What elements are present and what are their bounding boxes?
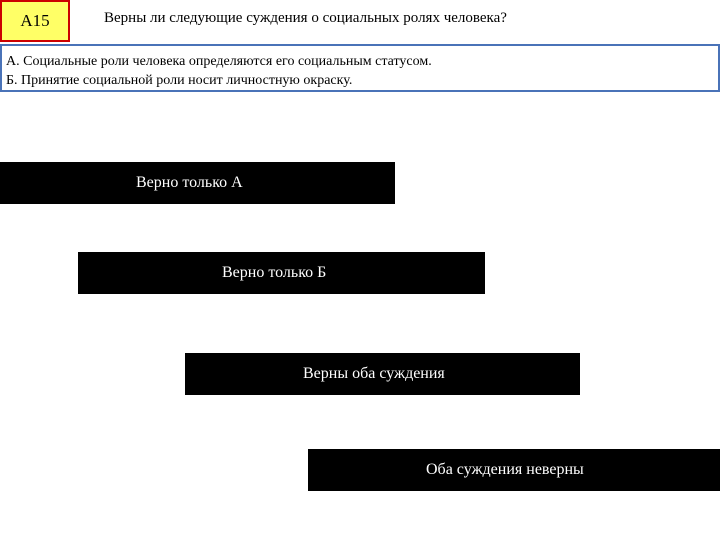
- statement-a: А. Социальные роли человека определяются его социальным статусом.: [6, 54, 432, 69]
- question-text: Верны ли следующие суждения о социальных ролях человека?: [104, 10, 507, 26]
- answer-option-1[interactable]: Верно только А: [0, 162, 395, 204]
- statement-b: Б. Принятие социальной роли носит личностную окраску.: [6, 73, 353, 88]
- question-number-label: А15: [20, 11, 50, 30]
- answer-option-3[interactable]: Верны оба суждения: [185, 353, 580, 395]
- statements-box: [0, 44, 720, 92]
- question-number-badge: [0, 0, 70, 42]
- answer-option-2[interactable]: Верно только Б: [78, 252, 485, 294]
- answer-option-4[interactable]: Оба суждения неверны: [308, 449, 720, 491]
